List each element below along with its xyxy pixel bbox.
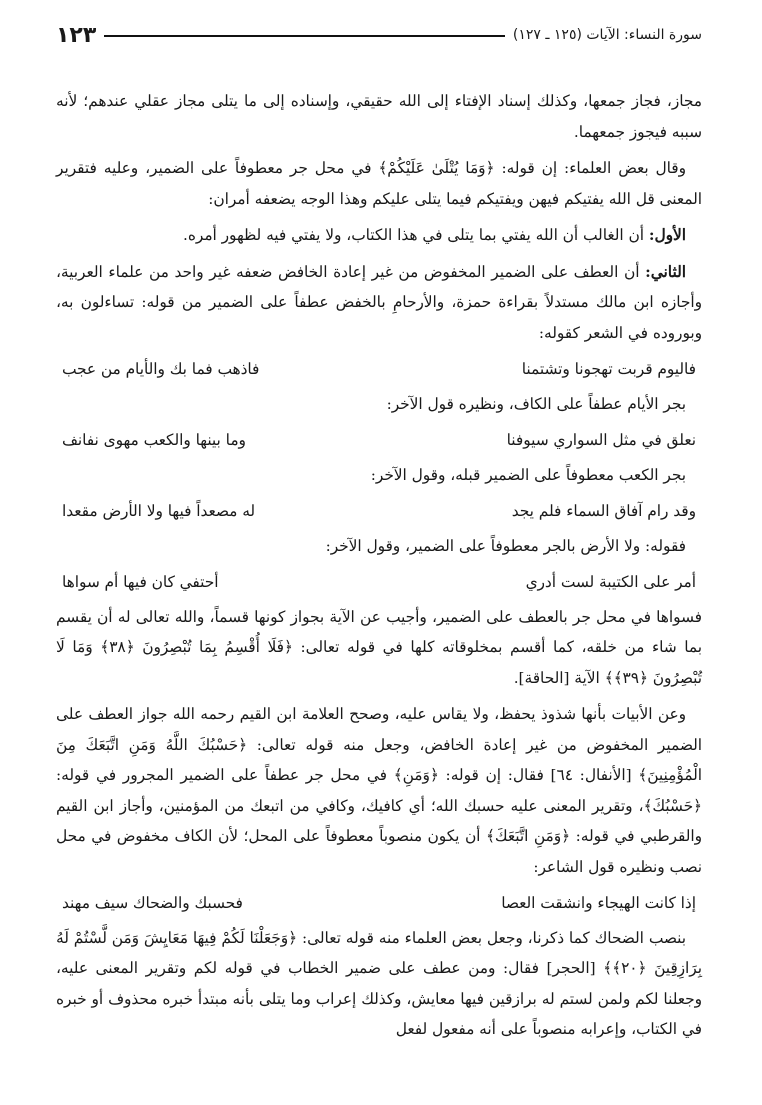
verse-second-hemistich: فحسبك والضحاك سيف مهند	[62, 894, 243, 912]
verse-first-hemistich: إذا كانت الهيجاء وانشقت العصا	[501, 894, 696, 912]
poetry-verse	[56, 496, 702, 527]
point-label: الثاني:	[645, 262, 686, 281]
point-text: أن الغالب أن الله يفتي بما يتلى في هذا الكتاب، ولا يفتي فيه لظهور أمره.	[183, 226, 649, 244]
poetry-verse	[56, 425, 702, 456]
paragraph: فقوله: ولا الأرض بالجر معطوفاً على الضمير، وقول الآخر:	[325, 536, 686, 555]
verse-second-hemistich: له مصعداً فيها ولا الأرض مقعدا	[62, 502, 256, 520]
paragraph: وقال بعض العلماء: إن قوله: ﴿وَمَا يُتْلَىٰ عَلَيْكُمْ﴾ في محل جر معطوفاً على الضمير، وعليه فتقرير المعنى قل الله يفتيكم فيهن ويفتيكم فيما يتلى عليكم وهذا الوجه يضعفه أمران:	[56, 159, 702, 208]
verse-second-hemistich: فاذهب فما بك والأيام من عجب	[62, 360, 260, 378]
verse-first-hemistich: فاليوم قربت تهجونا وتشتمنا	[521, 360, 696, 378]
verse-second-hemistich: وما بينها والكعب مهوى نفانف	[62, 431, 246, 449]
paragraph: بجر الكعب معطوفاً على الضمير قبله، وقول الآخر:	[370, 465, 686, 484]
verse-second-hemistich: أحتفي كان فيها أم سواها	[62, 573, 219, 591]
paragraph: مجاز، فجاز جمعها، وكذلك إسناد الإفتاء إلى الله حقيقي، وإسناده إلى ما يتلى مجاز عقلي عندهم؛ لأنه سببه فيجوز جمعهما.	[56, 92, 702, 141]
paragraph: بنصب الضحاك كما ذكرنا، وجعل بعض العلماء منه قوله تعالى: ﴿وَجَعَلْنَا لَكُمْ فِيهَا مَعَايِشَ وَمَن لَّسْتُمْ لَهُ بِرَازِقِينَ ﴿٢٠﴾﴾ [الحجر] فقال: ومن عطف على ضمير الخطاب في قوله لكم وتقرير المعنى عليه، وجعلنا لكم ولمن لستم له برازقين فيها معايش، وكذلك إعراب وما يتلى بأنه مبتدأ خبره محذوف أو خبره في الكتاب، وإعرابه منصوباً على أنه مفعول لفعل	[56, 928, 703, 1038]
point-label: الأول:	[648, 226, 686, 244]
paragraph: بجر الأيام عطفاً على الكاف، ونظيره قول الآخر:	[386, 394, 686, 413]
verse-first-hemistich: نعلق في مثل السواري سيوفنا	[506, 431, 696, 449]
running-header	[56, 18, 702, 52]
paragraph	[56, 257, 702, 349]
point-text: أن العطف على الضمير المخفوض من غير إعادة الخافض ضعفه غير واحد من علماء العربية، وأجازه ابن مالك مستدلاً بقراءة حمزة، والأرحامِ بالخفض عطفاً على الضمير من قوله: تساءلون به، وبوروده في الشعر كقوله:	[56, 262, 702, 342]
paragraph: وعن الأبيات بأنها شذوذ يحفظ، ولا يقاس عليه، وصحح العلامة ابن القيم رحمه الله جواز العطف على الضمير المخفوض من غير إعادة الخافض، وجعل منه قوله تعالى: ﴿حَسْبُكَ اللَّهُ وَمَنِ اتَّبَعَكَ مِنَ الْمُؤْمِنِينَ﴾ [الأنفال: ٦٤] فقال: إن قوله: ﴿وَمَنِ﴾ في محل جر عطفاً على الضمير المجرور في قوله: ﴿حَسْبُكَ﴾، وتقرير المعنى عليه حسبك الله؛ أي كافيك، وكافي من اتبعك من المؤمنين، وأجاز ابن القيم والقرطبي في قوله: ﴿وَمَنِ اتَّبَعَكَ﴾ أن يكون منصوباً معطوفاً على المحل؛ لأن الكاف مخفوض في محل نصب ونظيره قول الشاعر:	[56, 705, 702, 876]
page-body	[56, 86, 702, 1045]
page-number: ١٢٣	[56, 22, 97, 48]
verse-first-hemistich: وقد رام آفاق السماء فلم يجد	[511, 502, 696, 520]
poetry-verse	[56, 567, 702, 598]
header-rule	[104, 35, 505, 37]
poetry-verse	[56, 888, 702, 919]
verse-first-hemistich: أمر على الكتيبة لست أدري	[525, 573, 696, 591]
paragraph	[56, 220, 702, 251]
poetry-verse	[56, 354, 702, 385]
paragraph: فسواها في محل جر بالعطف على الضمير، وأجيب عن الآية بجواز كونها قسماً، والله تعالى له أن يقسم بما شاء من خلقه، كما أقسم بمخلوقاته كلها في قوله تعالى: ﴿فَلَا أُقْسِمُ بِمَا تُبْصِرُونَ ﴿٣٨﴾ وَمَا لَا تُبْصِرُونَ ﴿٣٩﴾﴾ الآية [الحاقة].	[56, 607, 702, 687]
running-title: سورة النساء: الآيات (١٢٥ ـ ١٢٧)	[512, 27, 702, 43]
